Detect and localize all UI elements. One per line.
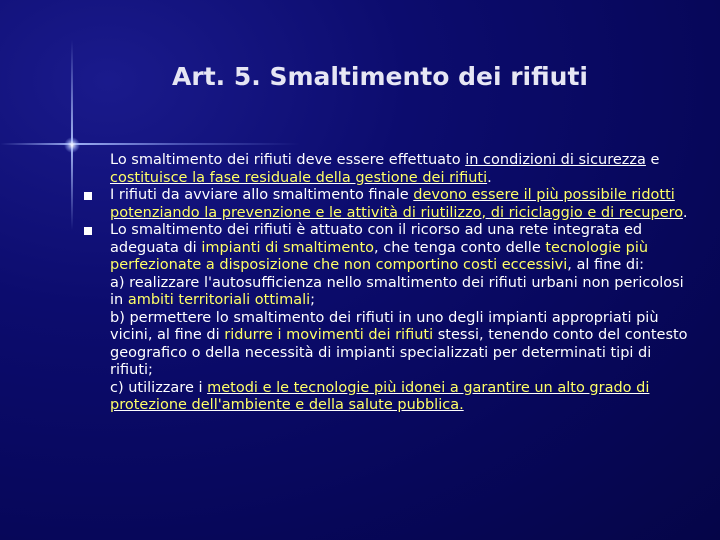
text-run: , al fine di: — [567, 257, 644, 273]
text-run: stessi, tenendo conto del contesto geografico o della necessità di impianti specializzati per determinati tipi di rifiuti; — [110, 327, 688, 378]
text-run: impianti di smaltimento — [201, 239, 375, 256]
text-run: ; — [310, 292, 316, 308]
text-run: b) permettere lo smaltimento dei rifiuti in uno degli impianti appropriati più vicini, al fine di — [110, 309, 659, 343]
text-run: c) utilizzare i — [110, 379, 208, 396]
text-run: . — [682, 204, 688, 221]
bullet-item-reduction — [110, 187, 695, 222]
text-run: Lo smaltimento dei rifiuti è attuato con il ricorso ad una rete integrata ed adeguata di — [110, 222, 643, 256]
slide-title: Art. 5. Smaltimento dei rifiuti — [172, 62, 588, 91]
bullet-text — [110, 187, 687, 221]
intro-paragraph — [110, 152, 695, 187]
text-run: Lo smaltimento dei rifiuti deve essere effettuato — [110, 152, 466, 168]
text-run: metodi e le tecnologie più idonei a garantire un alto grado di protezione dell'ambiente e della salute pubblica. — [110, 379, 650, 413]
text-run: . — [487, 169, 492, 186]
slide-body — [110, 152, 695, 415]
text-run: in condizioni di sicurezza — [465, 152, 646, 168]
sub-item-b — [110, 310, 695, 380]
text-run: tecnologie più perfezionate a disposizione che non comportino costi eccessivi — [110, 239, 649, 273]
text-run: ridurre i movimenti dei rifiuti — [224, 327, 434, 343]
bullet-text — [110, 222, 648, 273]
text-run: I rifiuti da avviare allo smaltimento finale — [110, 187, 414, 203]
text-run: devono essere il più possibile ridotti potenziando la prevenzione e le attività di riutilizzo, di riciclaggio e di recupero — [110, 187, 683, 221]
lens-flare-center — [64, 137, 80, 153]
sub-item-c — [110, 380, 695, 415]
text-run: , che tenga conto delle — [374, 239, 546, 256]
text-run: costituisce la fase residuale della gestione dei rifiuti — [110, 169, 488, 186]
text-run: e — [645, 152, 660, 168]
lens-flare-horizontal — [0, 143, 300, 145]
sub-item-a — [110, 275, 695, 310]
text-run: ambiti territoriali ottimali — [127, 292, 311, 308]
bullet-item-network — [110, 222, 695, 275]
text-run: a) realizzare l'autosufficienza nello smaltimento dei rifiuti urbani non pericolosi in — [110, 274, 684, 308]
bullet-icon — [84, 227, 92, 235]
bullet-icon — [84, 192, 92, 200]
